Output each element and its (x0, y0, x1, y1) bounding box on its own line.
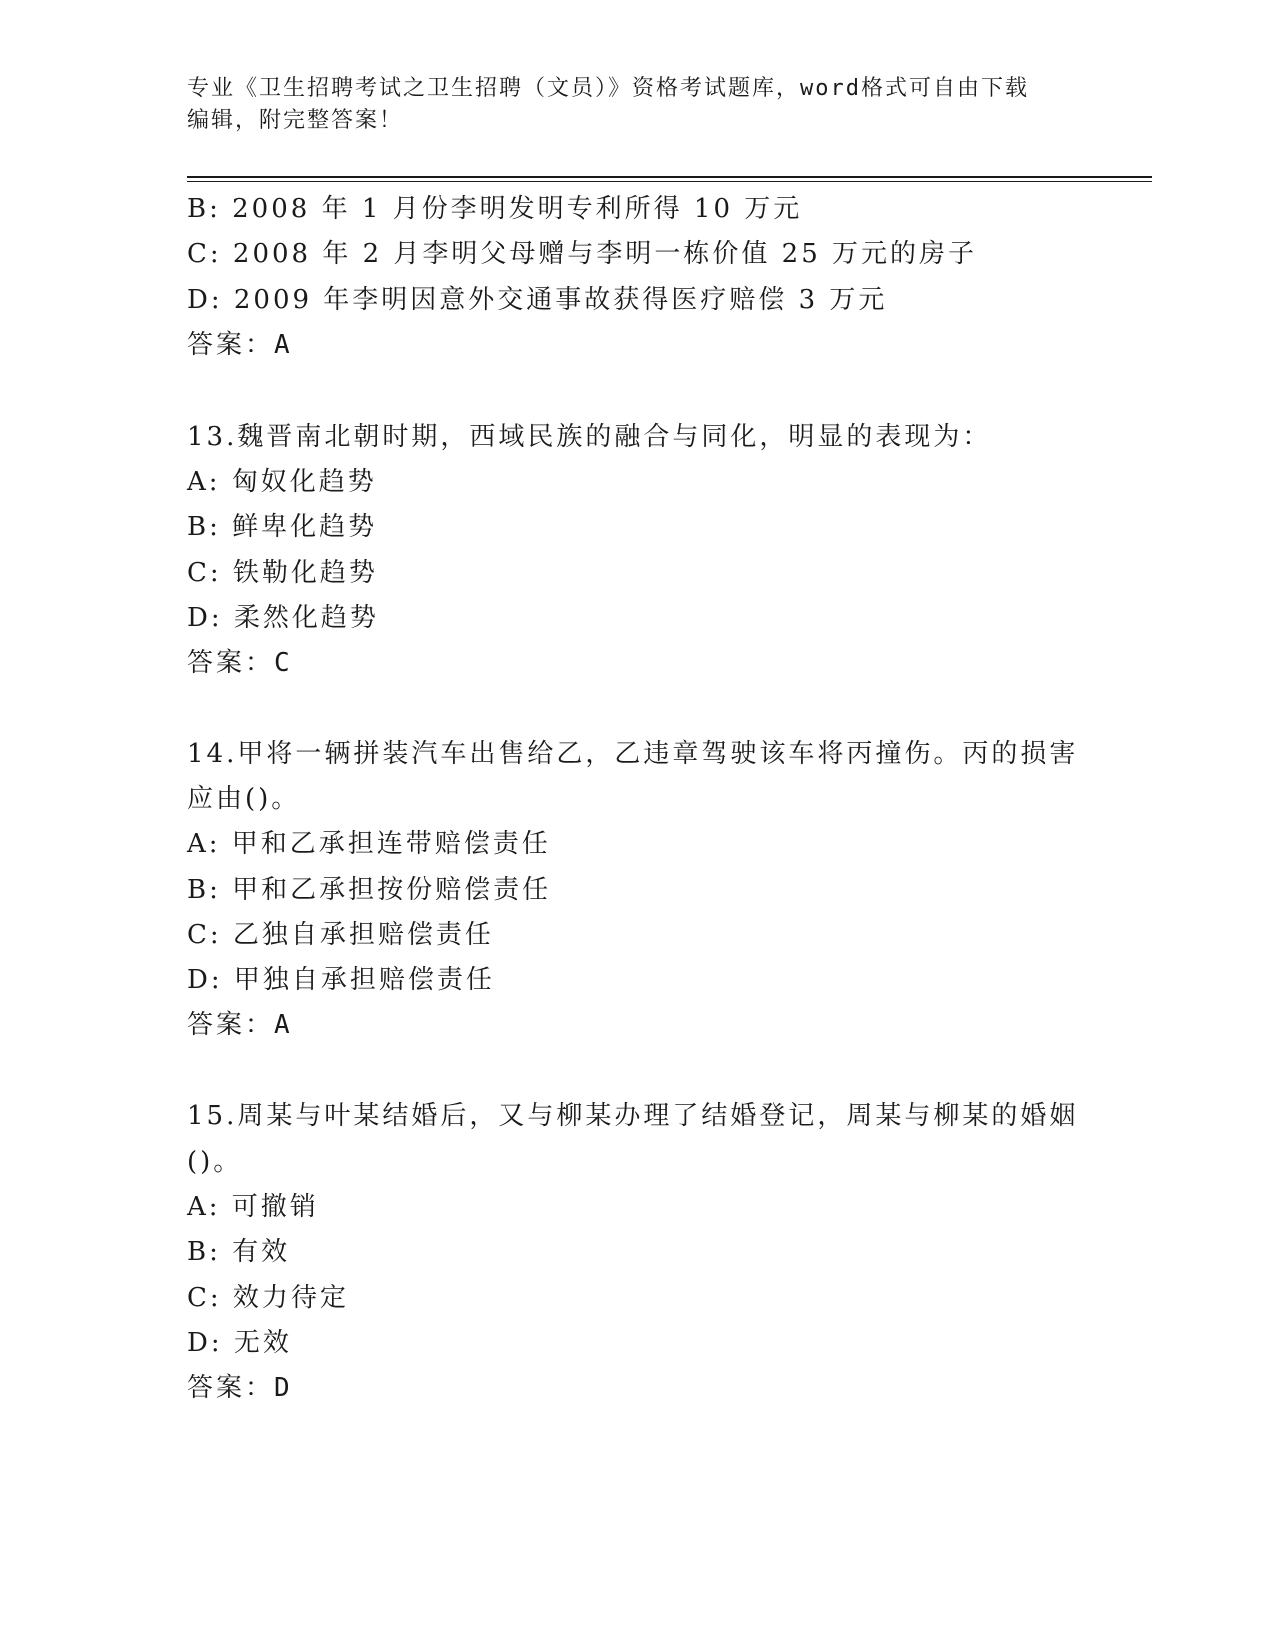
q15-question-line-1: 15.周某与叶某结婚后，又与柳某办理了结婚登记，周某与柳某的婚姻 (187, 1101, 1079, 1131)
q13-option-d: D: 柔然化趋势 (187, 603, 379, 633)
q15-option-d: D: 无效 (187, 1328, 292, 1358)
q14-option-d: D: 甲独自承担赔偿责任 (187, 965, 495, 995)
q13-option-b: B: 鲜卑化趋势 (187, 512, 378, 542)
q13-option-a: A: 匈奴化趋势 (187, 467, 377, 497)
document-header (187, 73, 1087, 137)
header-line-1: 专业《卫生招聘考试之卫生招聘（文员）》资格考试题库，word格式可自由下载 (187, 76, 1029, 101)
q14-answer: 答案：A (187, 1010, 293, 1040)
q14-question-line-2: 应由()。 (187, 784, 301, 814)
q15-question-line-2: ()。 (187, 1147, 243, 1177)
q14-option-a: A: 甲和乙承担连带赔偿责任 (187, 829, 551, 859)
q14-option-c: C: 乙独自承担赔偿责任 (187, 920, 494, 950)
q15-option-b: B: 有效 (187, 1237, 291, 1267)
q14-option-b: B: 甲和乙承担按份赔偿责任 (187, 875, 552, 905)
header-divider-thick (187, 176, 1152, 178)
q14-question-line-1: 14.甲将一辆拼装汽车出售给乙，乙违章驾驶该车将丙撞伤。丙的损害 (187, 739, 1079, 769)
q12-option-d: D: 2009 年李明因意外交通事故获得医疗赔偿 3 万元 (187, 285, 888, 315)
q15-option-a: A: 可撤销 (187, 1192, 319, 1222)
q12-answer: 答案：A (187, 330, 293, 360)
q12-option-c: C: 2008 年 2 月李明父母赠与李明一栋价值 25 万元的房子 (187, 239, 978, 269)
header-divider-thin (187, 181, 1152, 182)
header-line-2: 编辑，附完整答案！ (187, 108, 404, 133)
q13-answer: 答案：C (187, 648, 293, 678)
q13-question: 13.魏晋南北朝时期，西域民族的融合与同化，明显的表现为： (187, 422, 992, 452)
q15-answer: 答案：D (187, 1373, 293, 1403)
q13-option-c: C: 铁勒化趋势 (187, 558, 378, 588)
q12-option-b: B: 2008 年 1 月份李明发明专利所得 10 万元 (187, 194, 803, 224)
q15-option-c: C: 效力待定 (187, 1283, 349, 1313)
